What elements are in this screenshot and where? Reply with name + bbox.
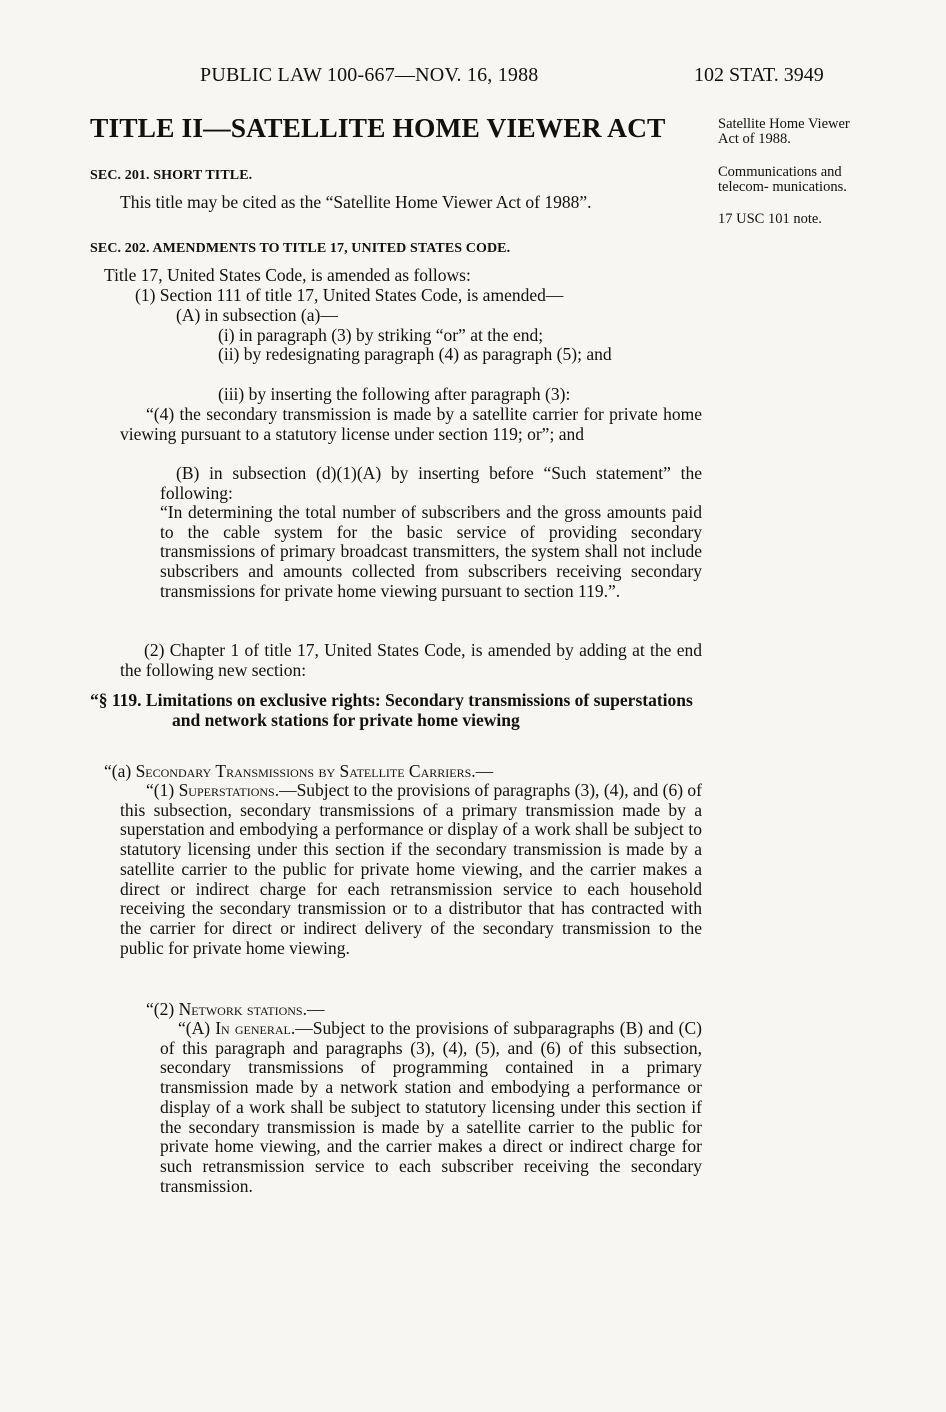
quoted-insert-text: “In determining the total number of subscribers and the gross amounts paid to the cable system for the basic service of providing secondary transmissions of primary broadcast transmitters, the system shall not include subscribers and amounts collected from subscribers receiving secondary transmissions for private home viewing pursuant to section 119.”. xyxy=(160,502,702,601)
subsection-a-heading xyxy=(104,762,493,782)
a2-label: “(2) xyxy=(146,999,175,1019)
para-1-A-i: (i) in paragraph (3) by striking “or” at the end; xyxy=(218,325,544,345)
margin-note-usc: 17 USC 101 note. xyxy=(718,211,822,227)
margin-note-short-title: Satellite Home Viewer Act of 1988. xyxy=(718,116,850,147)
a2-title: Network stations xyxy=(178,999,303,1019)
para-1-A-ii: (ii) by redesignating paragraph (4) as paragraph (5); and xyxy=(218,344,612,364)
para-2: (2) Chapter 1 of title 17, United States Code, is amended by adding at the end the following new section: xyxy=(120,640,702,680)
sec-202-heading: SEC. 202. AMENDMENTS TO TITLE 17, UNITED STATES CODE. xyxy=(90,241,511,256)
sec-201-heading: SEC. 201. SHORT TITLE. xyxy=(90,168,253,183)
running-head: PUBLIC LAW 100-667—NOV. 16, 1988 xyxy=(200,64,539,86)
section-119-heading: “§ 119. Limitations on exclusive rights: Secondary transmissions of superstations and network stations for private home viewing xyxy=(90,690,693,730)
sec-202-intro: Title 17, United States Code, is amended as follows: xyxy=(104,265,471,285)
a2A-title: In general xyxy=(215,1018,291,1038)
para-1-B: (B) in subsection (d)(1)(A) by inserting before “Such statement” the following: xyxy=(160,463,702,503)
subsection-a-dash: .— xyxy=(471,761,494,781)
quoted-paragraph-4: “(4) the secondary transmission is made by a satellite carrier for private home viewing pursuant to a statutory license under section 119; or”; and xyxy=(120,404,702,444)
subsection-a-title: Secondary Transmissions by Satellite Carriers xyxy=(135,761,472,781)
margin-note-subject: Communications and telecom- munications. xyxy=(718,164,847,195)
paragraph-a1 xyxy=(120,781,702,958)
a2A-text: .—Subject to the provisions of subparagraphs (B) and (C) of this paragraph and paragraphs (3), (4), (5), and (6) of this subsection, secondary transmissions of programming contained in a primary transmission made by a network station and embodying a performance or display of a work shall be subject to statutory licensing under this section if the secondary transmission is made by a satellite carrier to the public for private home viewing, and the carrier makes a direct or indirect charge for such retransmission service to each subscriber receiving the secondary transmission. xyxy=(160,1018,703,1196)
sec-201-text: This title may be cited as the “Satellite Home Viewer Act of 1988”. xyxy=(120,192,592,212)
paragraph-a2-heading xyxy=(146,1000,324,1020)
page-title: TITLE II—SATELLITE HOME VIEWER ACT xyxy=(90,112,666,143)
para-1-A-iii: (iii) by inserting the following after paragraph (3): xyxy=(218,384,571,404)
a1-title: Superstations xyxy=(178,780,275,800)
a1-label: “(1) xyxy=(146,780,175,800)
a2A-label: “(A) xyxy=(178,1018,211,1038)
statute-page-number: 102 STAT. 3949 xyxy=(694,64,824,86)
subsection-a-label: “(a) xyxy=(104,761,132,781)
para-1-A: (A) in subsection (a)— xyxy=(176,305,338,325)
para-1: (1) Section 111 of title 17, United States Code, is amended— xyxy=(135,285,564,305)
a1-text: .—Subject to the provisions of paragraphs (3), (4), and (6) of this subsection, secondary transmissions of a primary transmission made by a superstation and embodying a performance or display of a work shall be subject to statutory licensing under this section if the secondary transmission is made by a satellite carrier to the public for private home viewing, and the carrier makes a direct or indirect charge for each retransmission service to each household receiving the secondary transmission or to a distributor that has contracted with the carrier for direct or indirect delivery of the secondary transmission to the public for private home viewing. xyxy=(120,780,703,958)
a2-dash: .— xyxy=(302,999,325,1019)
subparagraph-a2A xyxy=(160,1019,702,1196)
